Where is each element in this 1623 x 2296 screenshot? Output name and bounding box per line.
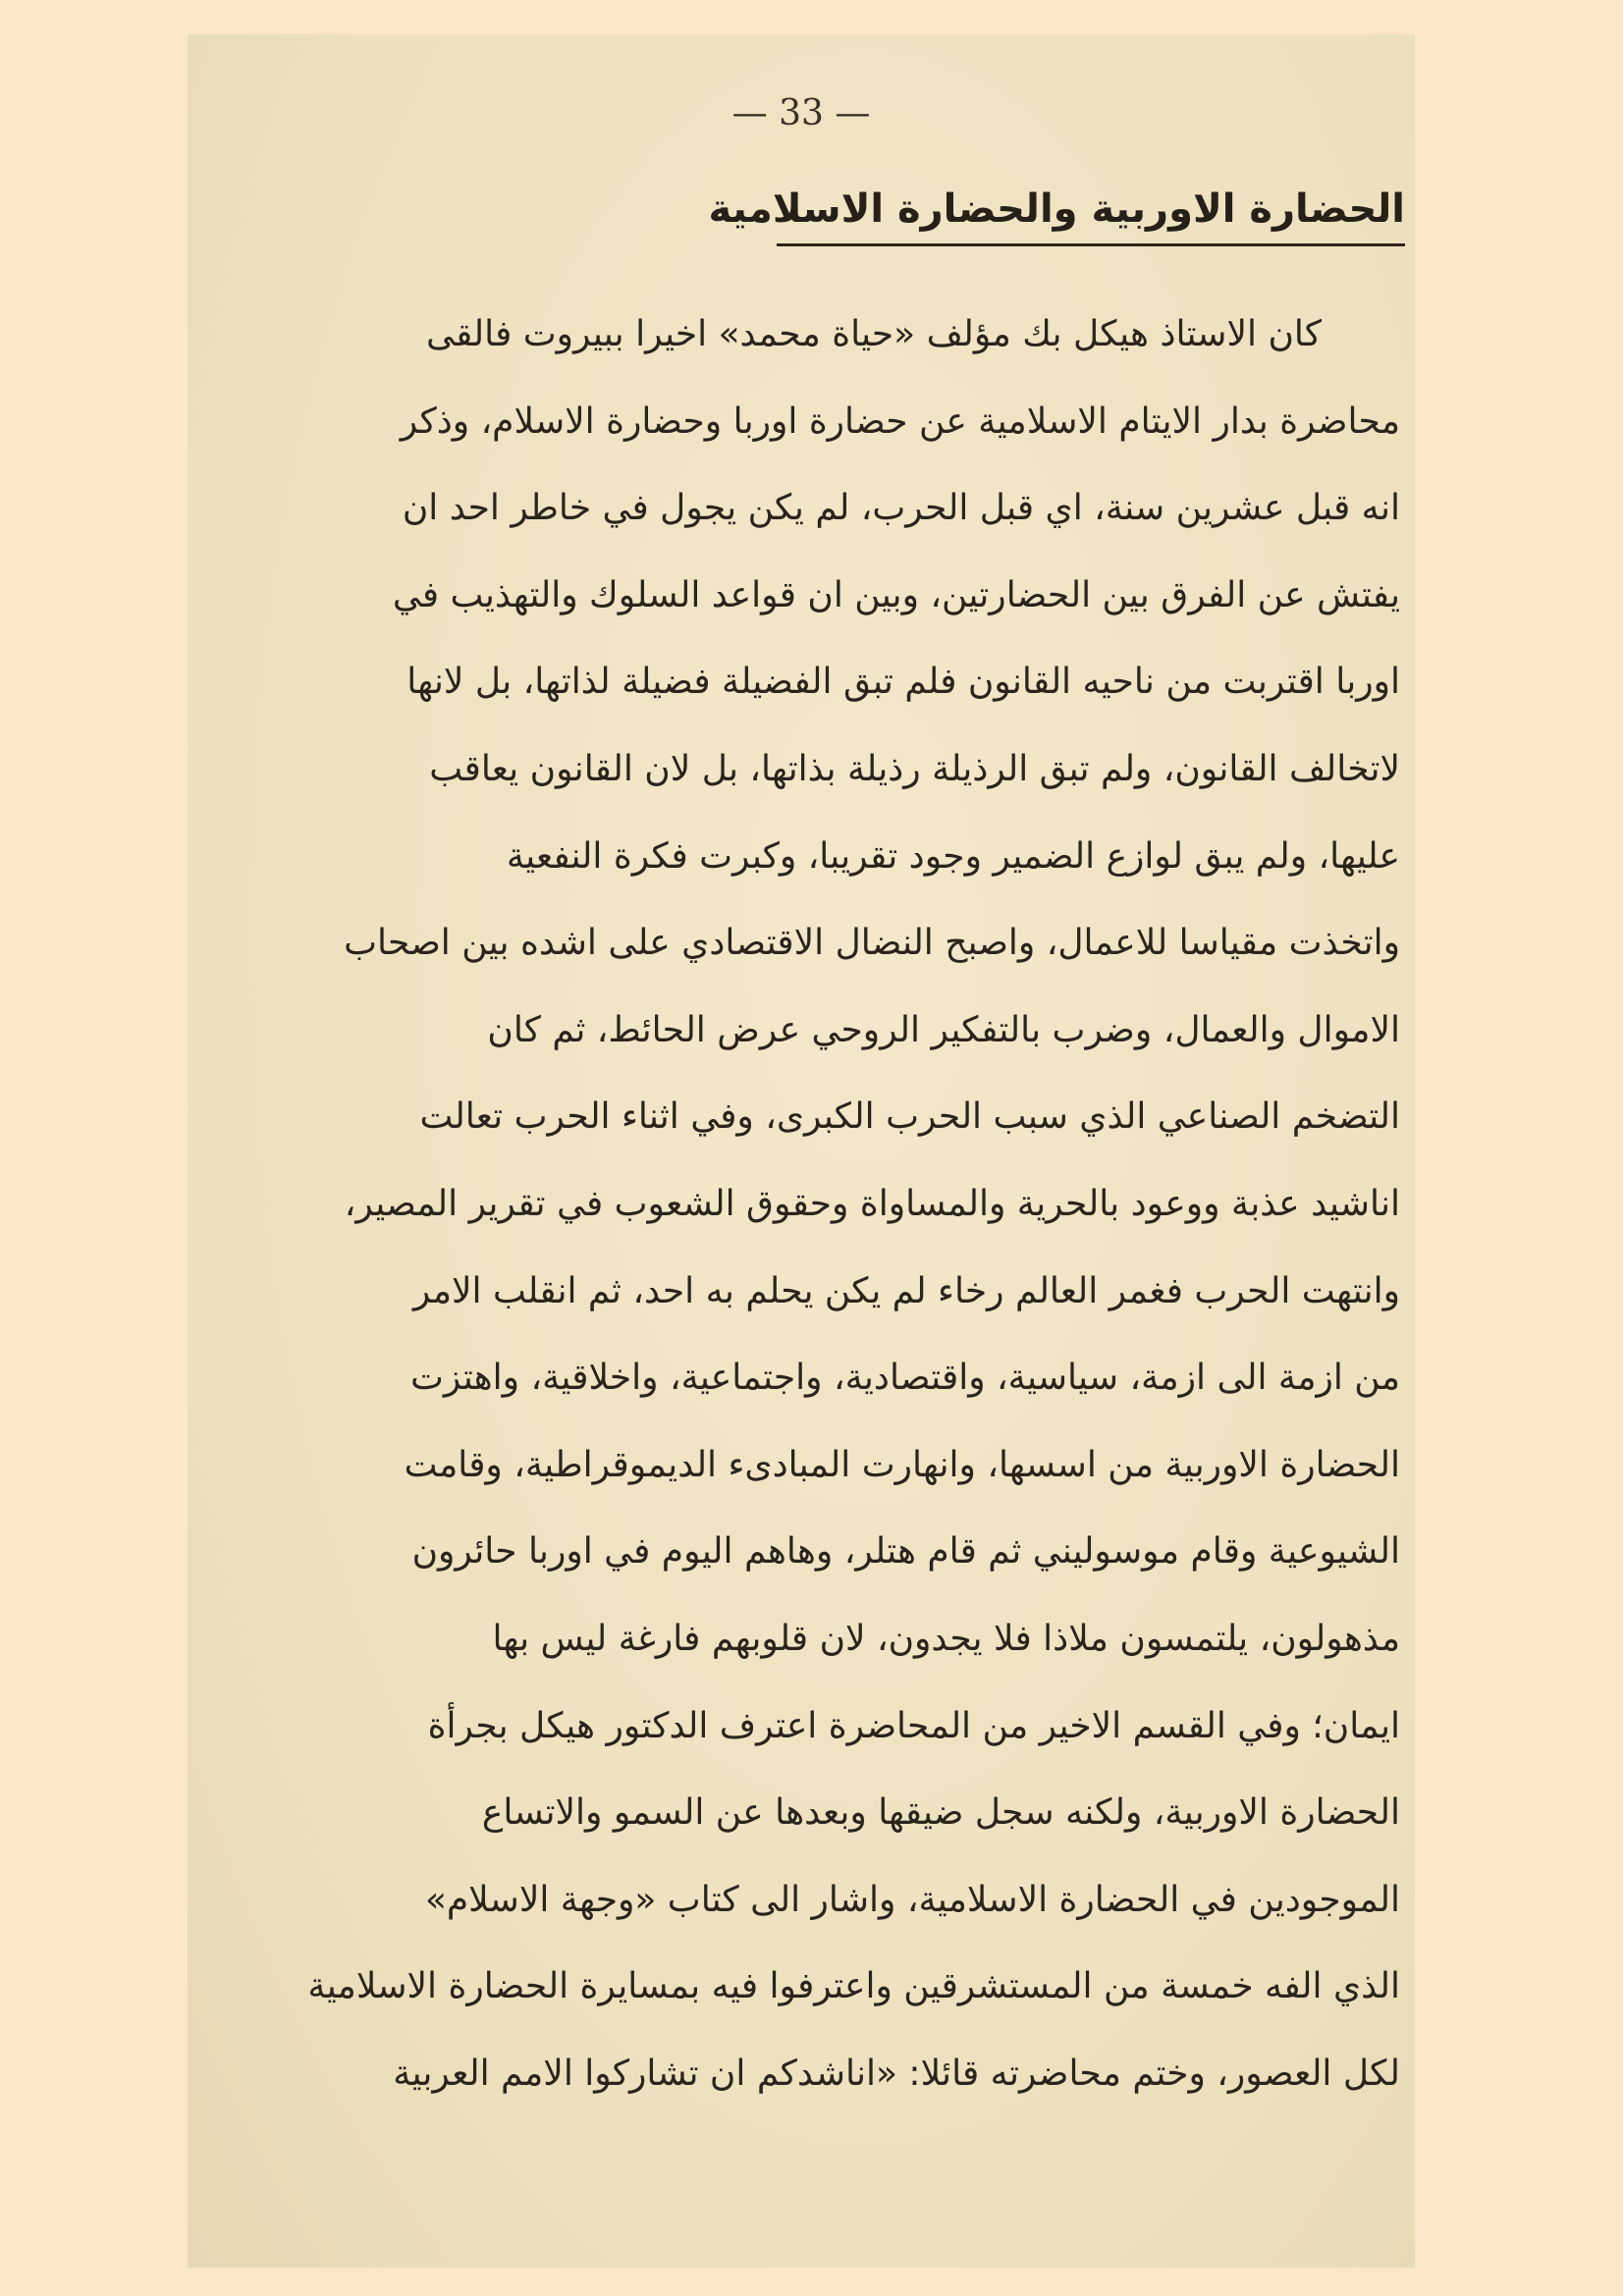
text-line: كان الاستاذ هيكل بك مؤلف «حياة محمد» اخيرا ببيروت فالقى: [425, 314, 1322, 354]
text-line: الشيوعية وقام موسوليني ثم قام هتلر، وهاهم اليوم في اوربا حائرون: [411, 1531, 1400, 1573]
text-line: يفتش عن الفرق بين الحضارتين، وبين ان قواعد السلوك والتهذيب في: [392, 574, 1400, 615]
text-line: وانتهت الحرب فغمر العالم رخاء لم يكن يحلم به احد، ثم انقلب الامر: [412, 1270, 1400, 1311]
text-line: الحضارة الاوربية، ولكنه سجل ضيقها وبعدها عن السمو والاتساع: [481, 1792, 1400, 1834]
text-line: الذي الفه خمسة من المستشرقين واعترفوا فيه بمسايرة الحضارة الاسلامية: [307, 1966, 1400, 2007]
text-line: الموجودين في الحضارة الاسلامية، واشار الى كتاب «وجهة الاسلام»: [424, 1879, 1400, 1920]
text-line: مذهولون، يلتمسون ملاذا فلا يجدون، لان قلوبهم فارغة ليس بها: [492, 1618, 1400, 1659]
section-heading: الحضارة الاوربية والحضارة الاسلامية: [708, 187, 1405, 232]
text-line: لكل العصور، وختم محاضرته قائلا: «اناشدكم ان تشاركوا الامم العربية: [393, 2053, 1400, 2094]
book-page: [188, 34, 1415, 2268]
text-line: الاموال والعمال، وضرب بالتفكير الروحي عرض الحائط، ثم كان: [487, 1009, 1400, 1050]
text-line: ايمان؛ وفي القسم الاخير من المحاضرة اعترف الدكتور هيكل بجرأة: [427, 1705, 1400, 1746]
text-line: عليها، ولم يبق لوازع الضمير وجود تقريبا، وكبرت فكرة النفعية: [506, 835, 1400, 877]
page-number: — 33 —: [731, 93, 871, 133]
section-heading-box: [708, 187, 1405, 246]
text-line: واتخذت مقياسا للاعمال، واصبح النضال الاقتصادي على اشده بين اصحاب: [344, 923, 1400, 964]
body-text: [232, 292, 1400, 2117]
text-line: لاتخالف القانون، ولم تبق الرذيلة رذيلة بذاتها، بل لان القانون يعاقب: [429, 748, 1400, 789]
text-line: انه قبل عشرين سنة، اي قبل الحرب، لم يكن يجول في خاطر احد ان: [402, 488, 1400, 529]
text-line: اوربا اقتربت من ناحيه القانون فلم تبق الفضيلة فضيلة لذاتها، بل لانها: [406, 662, 1400, 703]
text-line: محاضرة بدار الايتام الاسلامية عن حضارة اوربا وحضارة الاسلام، وذكر: [400, 400, 1400, 442]
text-line: الحضارة الاوربية من اسسها، وانهارت المبادىء الديموقراطية، وقامت: [404, 1444, 1400, 1485]
text-line: التضخم الصناعي الذي سبب الحرب الكبرى، وفي اثناء الحرب تعالت: [419, 1096, 1400, 1138]
text-line: اناشيد عذبة ووعود بالحرية والمساواة وحقوق الشعوب في تقرير المصير،: [344, 1183, 1400, 1224]
text-line: من ازمة الى ازمة، سياسية، واقتصادية، واجتماعية، واخلاقية، واهتزت: [410, 1358, 1400, 1399]
